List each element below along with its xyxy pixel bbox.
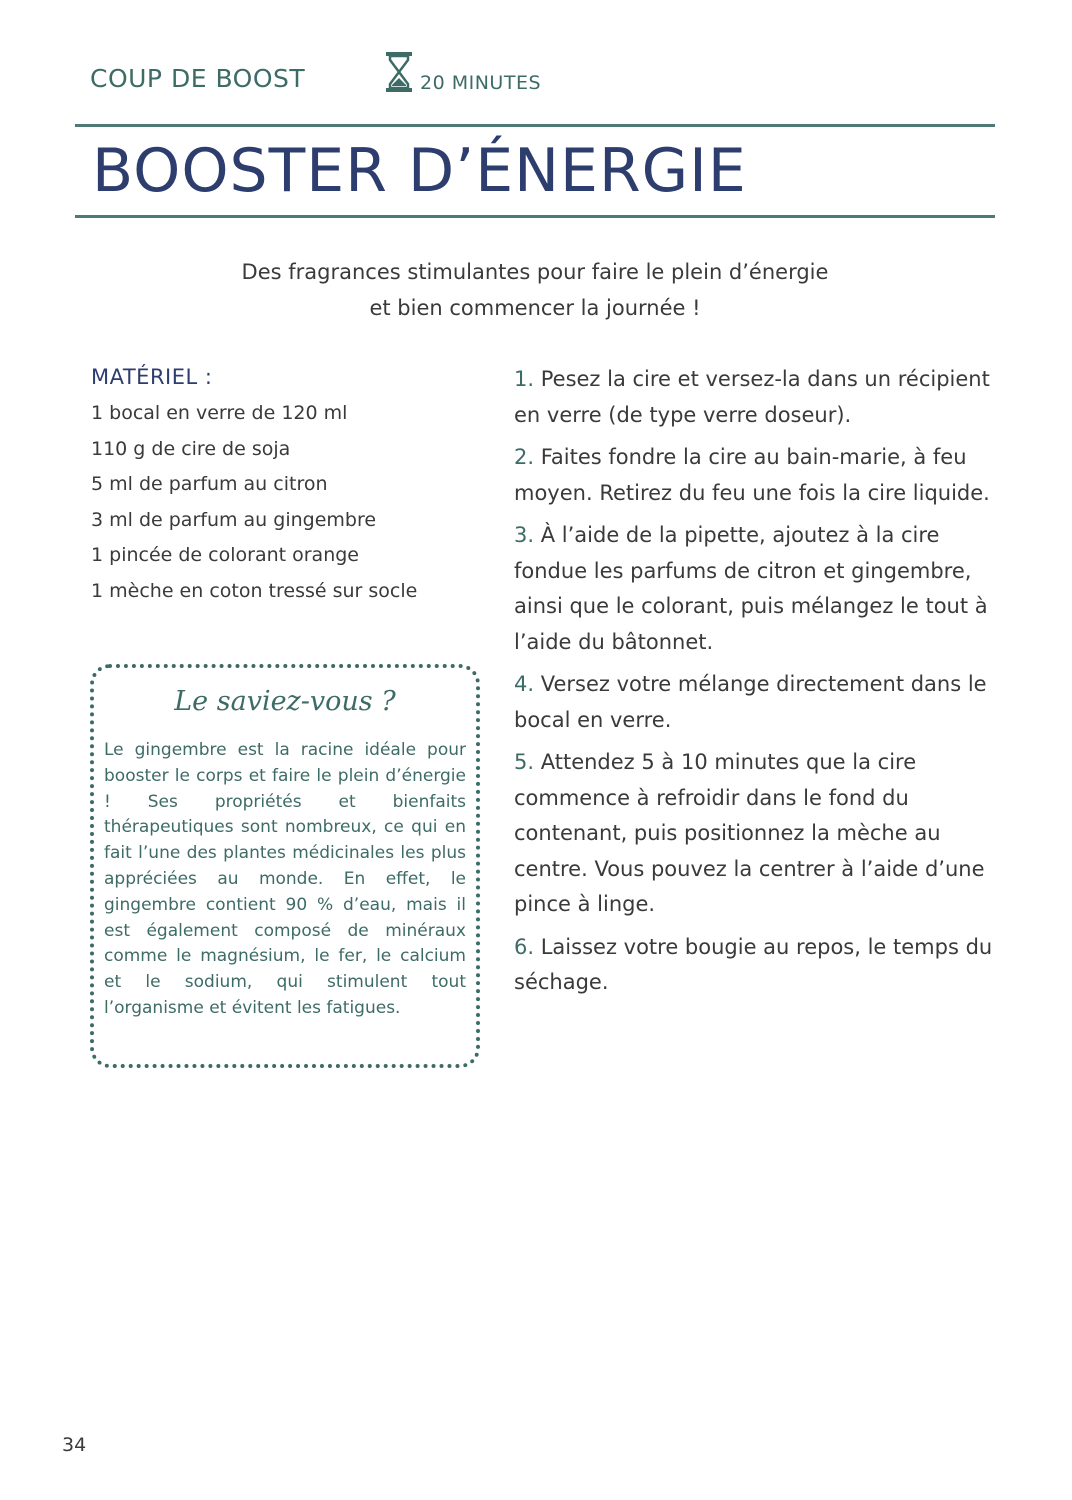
material-item: 110 g de cire de soja [91,437,291,460]
step-text: À l’aide de la pipette, ajoutez à la cire fondue les parfums de citron et gingembre, ainsi que le colorant, puis mélangez le tout à l’aide du bâtonnet. [514,523,988,654]
intro-line: Des fragrances stimulantes pour faire le plein d’énergie [241,260,829,284]
material-item: 5 ml de parfum au citron [91,473,328,495]
tip-title: Le saviez-vous ? [174,686,396,717]
material-item: 1 pincée de colorant orange [91,544,359,566]
materials-list [91,396,491,609]
step-text: Laissez votre bougie au repos, le temps du séchage. [514,934,993,994]
material-item: 3 ml de parfum au gingembre [91,508,377,531]
step-number: 5. [514,750,535,774]
title-rule-bottom [75,215,995,218]
step-number: 1. [514,367,535,391]
page-number: 34 [62,1434,87,1456]
duration-text: 20 MINUTES [420,72,542,94]
page-title: BOOSTER D’ÉNERGIE [92,136,747,206]
step-number: 2. [514,445,535,469]
steps-list [514,362,994,1008]
step-text: Faites fondre la cire au bain-marie, à feu moyen. Retirez du feu une fois la cire liquide. [514,445,990,505]
step-number: 4. [514,672,535,696]
title-rule-top [75,124,995,127]
step-number: 3. [514,523,535,547]
material-item: 1 bocal en verre de 120 ml [91,402,348,424]
step-text: Pesez la cire et versez-la dans un récipient en verre (de type verre doseur). [514,367,990,427]
hourglass-icon [384,50,414,94]
step-item [514,440,994,511]
material-item: 1 mèche en coton tressé sur socle [91,579,418,602]
did-you-know-box [90,664,480,1068]
step-item [514,362,994,433]
intro-line: et bien commencer la journée ! [369,296,701,320]
step-item [514,930,994,1001]
category-label: COUP DE BOOST [90,64,306,93]
step-item [514,667,994,738]
step-number: 6. [514,934,535,959]
step-item [514,518,994,660]
step-text: Attendez 5 à 10 minutes que la cire commence à refroidir dans le fond du contenant, puis positionnez la mèche au centre. Vous pouvez la centrer à l’aide d’une pince à linge. [514,750,985,916]
step-text: Versez votre mélange directement dans le bocal en verre. [514,672,987,732]
materials-heading: MATÉRIEL : [91,365,213,389]
intro-text [75,254,995,326]
duration [384,48,541,94]
step-item [514,745,994,923]
tip-text: Le gingembre est la racine idéale pour booster le corps et faire le plein d’énergie ! Ses propriétés et bienfaits thérapeutiques sont nombreux, ce qui en fait l’une des plantes médicinales les plus appréciées au monde. En effet, le gingembre contient 90 % d’eau, mais il est également composé de minéraux comme le magnésium, le fer, le calcium et le sodium, qui stimulent tout l’organisme et évitent les fatigues. [104,740,466,1018]
materials-section [91,362,491,609]
